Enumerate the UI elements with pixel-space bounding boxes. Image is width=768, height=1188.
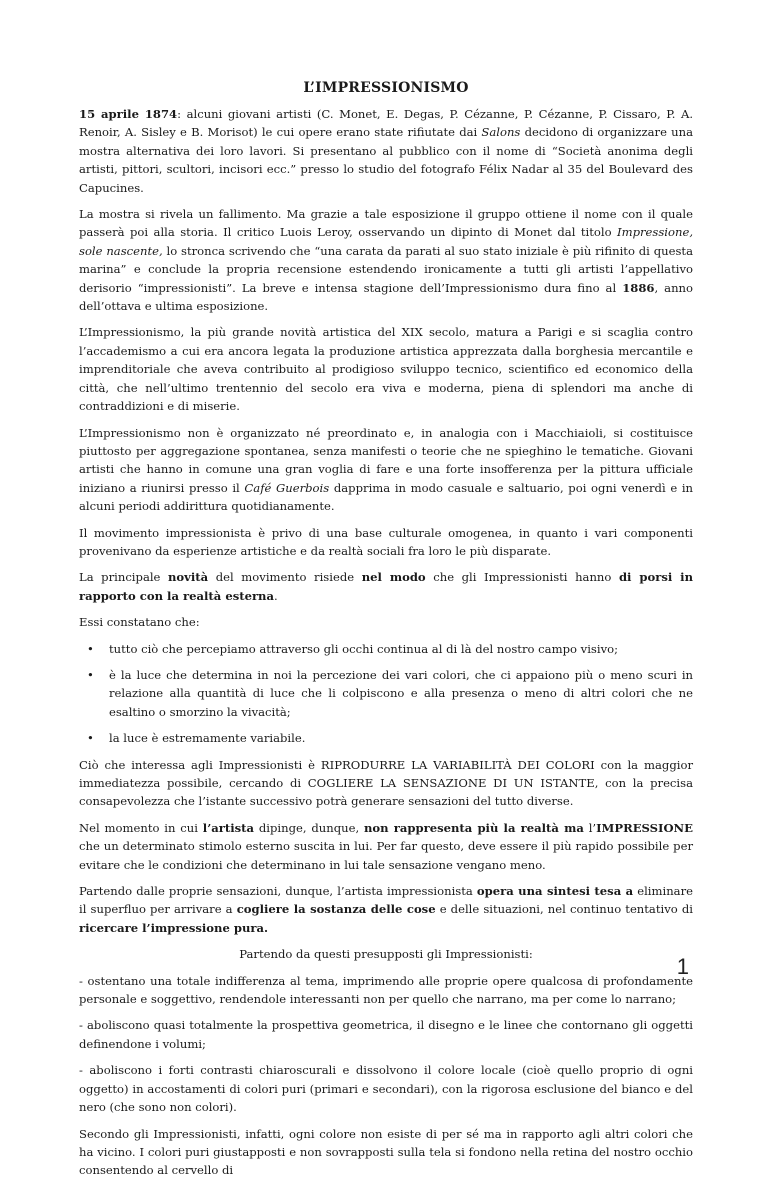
document-page <box>79 80 693 1188</box>
paragraph-variability: Ciò che interessa agli Impressionisti è RIPRODURRE LA VARIABILITÀ DEI COLORI con la maggior immediatezza possibile, cercando di COGLIERE LA SENSAZIONE DI UN ISTANTE, con la precisa consapevolezza che l’istante successivo potrà generare sensazioni del tutto diverse. <box>79 757 693 809</box>
paragraph-colors: Secondo gli Impressionisti, infatti, ogni colore non esiste di per sé ma in rapporto agli altri colori che ha vicino. I colori puri giustapposti e non sovrapposti sulla tela si fondono nella retina del nostro occhio consentendo al cervello di <box>79 1126 693 1178</box>
paragraph-exhibition: La mostra si rivela un fallimento. Ma grazie a tale esposizione il gruppo ottiene il nome con il quale passerà poi alla storia. Il critico Luois Leroy, osservando un dipinto di Monet dal titolo Impressione, sole nascente, lo stronca scrivendo che “una carata da parati al suo stato iniziale è più rifinito di questa marina” e conclude la propria recensione estendendo ironicamente a tutti gli artisti l’appellativo derisorio “impressionisti”. La breve e intensa stagione dell’Impressionismo dura fino al 1886, anno dell’ottava e ultima esposizione. <box>79 207 693 314</box>
paragraph-premises: Partendo da questi presupposti gli Impressionisti: <box>239 947 533 962</box>
paragraph-novelty: La principale novità del movimento risiede nel modo che gli Impressionisti hanno di porsi in rapporto con la realtà esterna. <box>79 570 694 603</box>
paragraph-culture: Il movimento impressionista è privo di una base culturale omogenea, in quanto i vari componenti provenivano da esperienze artistiche e da realtà sociali fra loro le più disparate. <box>79 525 693 558</box>
bullet-icon: • <box>87 641 94 656</box>
paragraph-theme: - ostentano una totale indifferenza al tema, imprimendo alle proprie opere qualcosa di profondamente personale e soggettivo, rendendole interessanti non per quello che narrano, ma per come lo narrano; <box>79 973 693 1007</box>
bullet-list <box>79 640 693 748</box>
bullet-icon: • <box>87 731 94 746</box>
paragraph-paris: L’Impressionismo, la più grande novità artistica del XIX secolo, matura a Parigi e si scaglia contro l’accademismo a cui era ancora legata la produzione artistica apprezzata dalla borghesia mercantile e imprenditoriale che aveva contribuito al prodigioso sviluppo tecnico, scientifico ed economico della città, che nell’ultimo trentennio del secolo era viva e moderna, piena di splendori ma anche di contraddizioni e di miserie. <box>79 325 693 414</box>
paragraph-contrasts: - aboliscono i forti contrasti chiaroscurali e dissolvono il colore locale (cioè quello proprio di ogni oggetto) in accostamenti di colori puri (primari e secondari), con la rigorosa esclusione del bianco e del nero (che sono non colori). <box>79 1063 693 1115</box>
paragraph-synthesis: Partendo dalle proprie sensazioni, dunque, l’artista impressionista opera una sintesi tesa a eliminare il superfluo per arrivare a cogliere la sostanza delle cose e delle situazioni, nel continuo tentativo di ricercare l’impressione pura. <box>79 884 693 935</box>
list-item: • la luce è estremamente variabile. <box>79 729 693 747</box>
date-highlight: 15 aprile 1874 <box>79 107 178 121</box>
paragraph-impression: Nel momento in cui l’artista dipinge, dunque, non rappresenta più la realtà ma l’IMPRESSIONE che un determinato stimolo esterno suscita in lui. Per far questo, deve essere il più rapido possibile per evitare che le condizioni che determinano in lui tale sensazione vengano meno. <box>79 820 693 872</box>
paragraph-intro-list: Essi constatano che: <box>79 615 200 630</box>
list-item: • tutto ciò che percepiamo attraverso gli occhi continua al di là del nostro campo visivo; <box>79 640 693 658</box>
paragraph-intro: 15 aprile 1874: alcuni giovani artisti (C. Monet, E. Degas, P. Cézanne, P. Cézanne, P. Cissaro, P. A. Renoir, A. Sisley e B. Morisot) le cui opere erano state rifiutate dai Salons decidono di organizzare una mostra alternativa dei loro lavori. Si presentano al pubblico con il nome di “Società anonima degli artisti, pittori, scultori, incisori ecc.” presso lo studio del fotografo Félix Nadar al 35 del Boulevard des Capucines. <box>79 107 694 195</box>
page-number: 1 <box>676 954 689 979</box>
paragraph-organization: L’Impressionismo non è organizzato né preordinato e, in analogia con i Macchiaioli, si costituisce piuttosto per aggregazione spontanea, senza manifesti o teorie che ne spieghino le tematiche. Giovani artisti che hanno in comune una gran voglia di fare e una forte insofferenza per la pittura ufficiale iniziano a riunirsi presso il Café Guerbois dapprima in modo casuale e saltuario, poi ogni venerdì e in alcuni periodi addirittura quotidianamente. <box>79 425 694 514</box>
list-item: • è la luce che determina in noi la percezione dei vari colori, che ci appaiono più o meno scuri in relazione alla quantità di luce che li colpiscono e alla presenza o meno di altri colori che ne esaltino o smorzino la vivacità; <box>87 667 693 719</box>
document-title: L’IMPRESSIONISMO <box>303 80 469 96</box>
bullet-icon: • <box>87 667 94 682</box>
paragraph-perspective: - aboliscono quasi totalmente la prospettiva geometrica, il disegno e le linee che contornano gli oggetti definendone i volumi; <box>79 1018 693 1051</box>
